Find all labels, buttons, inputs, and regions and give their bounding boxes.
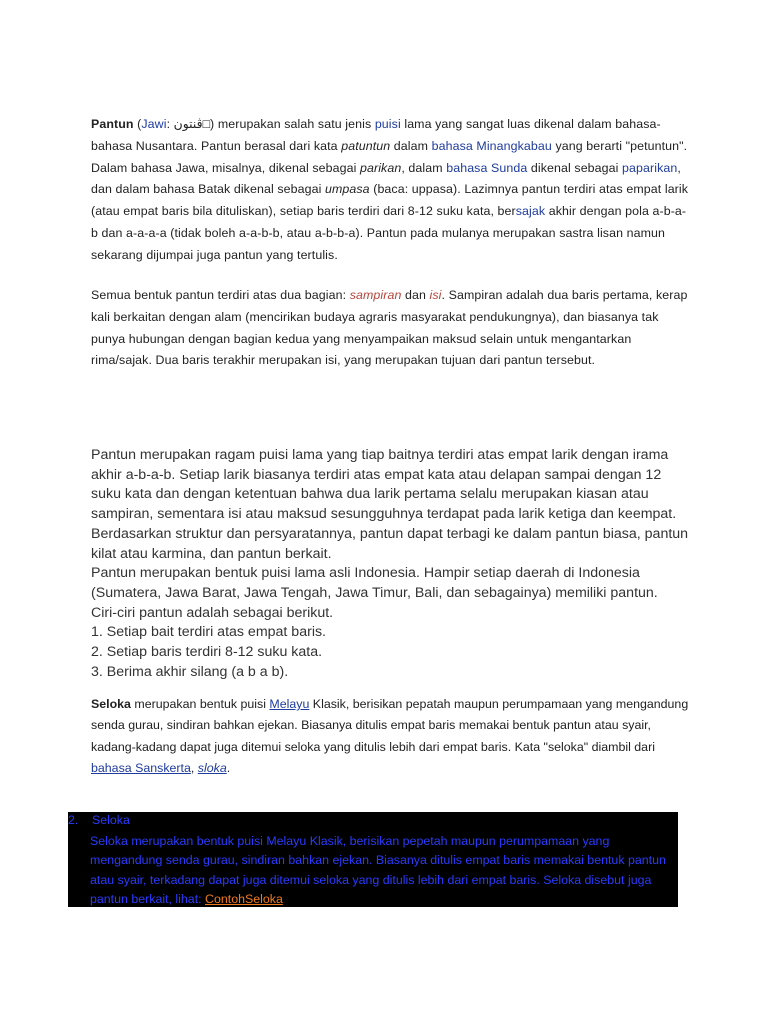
list-number: 2. <box>68 813 79 827</box>
text: dikenal sebagai <box>527 160 623 175</box>
link-isi[interactable]: isi <box>429 288 442 302</box>
list-item: 3. Berima akhir silang (a b a b). <box>91 663 289 680</box>
list-item: 1. Setiap bait terdiri atas empat baris. <box>91 624 327 641</box>
text: Semua bentuk pantun terdiri atas dua bagian: <box>91 288 350 302</box>
link-bahasa-sunda[interactable]: bahasa Sunda <box>446 160 528 175</box>
text: : ڤنتون□) merupakan salah satu jenis <box>166 117 375 131</box>
text: . Sampiran adalah dua baris pertama, kerap kali berkaitan dengan alam (mencirikan budaya agraris masyarakat pendukungnya), dan biasanya tak punya hubungan dengan bagian kedua yang menyampaikan maksud selain untuk mengantarkan rima/sajak. Dua baris terakhir merupakan isi, yang merupakan tujuan dari pantun tersebut. <box>91 288 688 368</box>
text: ( <box>133 117 142 131</box>
text: (baca: uppasa). Lazimnya pantun terdiri atas empat larik (atau empat baris bila dituliskan), setiap baris terdiri dari 8-12 suku kata, ber <box>91 182 689 219</box>
link-jawi[interactable]: Jawi <box>141 117 167 131</box>
pantun-traits-heading: Ciri-ciri pantun adalah sebagai berikut. <box>91 604 334 621</box>
pantun-intro-paragraph <box>91 114 691 267</box>
text: . <box>226 761 231 776</box>
list-item: 2. Setiap baris terdiri 8-12 suku kata. <box>91 644 323 661</box>
text: merupakan bentuk puisi <box>130 697 270 711</box>
link-sampiran[interactable]: sampiran <box>349 288 402 302</box>
text: lama yang sangat luas dikenal dalam bahasa-bahasa Nusantara. Pantun berasal dari kata <box>91 117 661 153</box>
term-umpasa: umpasa <box>324 182 370 197</box>
term-seloka: Seloka <box>91 697 131 711</box>
text: , dan dalam bahasa Batak dikenal sebagai <box>91 160 681 197</box>
link-puisi[interactable]: puisi <box>374 117 401 131</box>
pantun-parts-paragraph <box>91 285 691 372</box>
text: Seloka merupakan bentuk puisi Melayu Klasik, berisikan pepetah maupun perumpamaan yang mengandung senda gurau, sindiran bahkan ejekan. Biasanya ditulis empat baris memakai bentuk pantun atau syair, terkadang dapat juga ditemui seloka yang ditulis lebih dari empat baris. Seloka disebut juga pantun berkait, lihat: <box>90 834 666 906</box>
text: , dalam <box>401 160 447 175</box>
seloka-highlight-text <box>90 832 676 909</box>
pantun-description-block <box>91 446 691 682</box>
link-bahasa-minangkabau[interactable]: bahasa Minangkabau <box>431 138 552 153</box>
link-melayu[interactable]: Melayu <box>269 697 310 711</box>
term-pantun: Pantun <box>91 117 134 131</box>
text: dan <box>401 288 430 302</box>
link-sajak[interactable]: sajak <box>515 204 546 219</box>
link-paparikan[interactable]: paparikan <box>622 160 678 175</box>
seloka-heading: Seloka <box>92 813 130 827</box>
link-bahasa-sanskerta[interactable]: bahasa Sanskerta <box>91 761 191 776</box>
text: Klasik, berisikan pepatah maupun perumpamaan yang mengandung senda gurau, sindiran bahkan ejekan. Biasanya ditulis empat baris memakai bentuk pantun atau syair, kadang-kadang dapat juga ditemui seloka yang ditulis lebih dari empat baris. Kata "seloka" diambil dari <box>91 697 689 754</box>
pantun-origin-paragraph: Pantun merupakan bentuk puisi lama asli Indonesia. Hampir setiap daerah di Indonesia (Sumatera, Jawa Barat, Jawa Tengah, Jawa Timur, Bali, dan sebagainya) memiliki pantun. <box>91 565 658 601</box>
term-patuntun: patuntun <box>341 138 391 153</box>
text: , <box>190 761 198 776</box>
term-parikan: parikan <box>359 160 402 175</box>
text: akhir dengan pola a-b-a-b dan a-a-a-a (tidak boleh a-a-b-b, atau a-b-b-a). Pantun pada mulanya merupakan sastra lisan namun sekarang dijumpai juga pantun yang tertulis. <box>91 204 687 262</box>
pantun-description-paragraph: Pantun merupakan ragam puisi lama yang tiap baitnya terdiri atas empat larik dengan irama akhir a-b-a-b. Setiap larik biasanya terdiri atas empat kata atau delapan sampai dengan 12 suku kata dan dengan ketentuan bahwa dua larik pertama selalu merupakan kiasan atau sampiran, sementara isi atau maksud sesungguhnya terdapat pada larik ketiga dan keempat. Berdasarkan struktur dan persyaratannya, pantun dapat terbagi ke dalam pantun biasa, pantun kilat atau karmina, dan pantun berkait. <box>91 447 689 562</box>
link-contoh-seloka[interactable]: ContohSeloka <box>205 891 283 906</box>
text: dalam <box>390 138 432 153</box>
link-sloka[interactable]: sloka <box>197 761 227 776</box>
seloka-paragraph <box>91 694 691 780</box>
seloka-highlight-box <box>68 812 678 907</box>
text: yang berarti "petuntun". Dalam bahasa Jawa, misalnya, dikenal sebagai <box>91 138 688 175</box>
